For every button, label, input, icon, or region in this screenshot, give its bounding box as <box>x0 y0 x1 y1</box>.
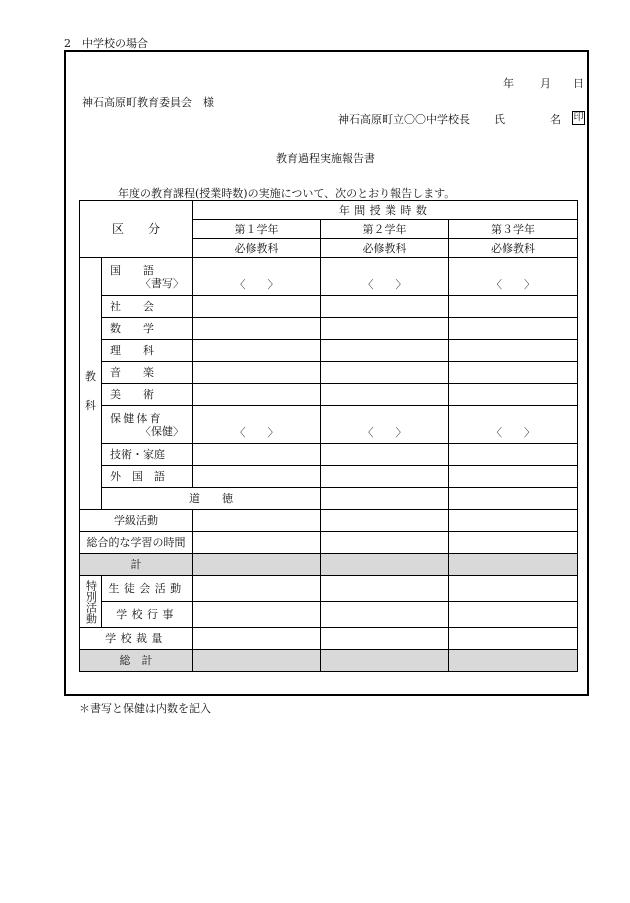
gakkyu-g3[interactable] <box>449 510 578 532</box>
name-label-mei: 名 <box>550 113 561 126</box>
hoken-g2[interactable]: 〈 〉 <box>321 406 449 444</box>
sugaku-g2[interactable] <box>321 318 449 340</box>
table-row-gakko-sairyo <box>80 628 578 650</box>
kokugo-g2[interactable]: 〈 〉 <box>321 258 449 296</box>
kei-g2[interactable] <box>321 554 449 576</box>
required-label-3: 必修教科 <box>449 239 578 258</box>
gakko-gyoji-g3[interactable] <box>449 602 578 628</box>
kyoka-label <box>80 258 102 510</box>
section-heading: 2 中学校の場合 <box>64 37 148 50</box>
gakkyu-g1[interactable] <box>193 510 321 532</box>
report-table <box>79 200 578 672</box>
gakko-gyoji-g2[interactable] <box>321 602 449 628</box>
recipient: 神石高原町教育委員会 様 <box>82 96 214 109</box>
document-title: 教育過程実施報告書 <box>276 152 375 165</box>
seito-label: 生徒会活動 <box>102 576 193 602</box>
required-label-2: 必修教科 <box>321 239 449 258</box>
table-row-kokugo <box>80 258 578 296</box>
gaikokugo-g2[interactable] <box>321 466 449 488</box>
seito-g1[interactable] <box>193 576 321 602</box>
kubun-header: 区 分 <box>80 201 193 258</box>
table-row-bijutsu <box>80 384 578 406</box>
subject-rika: 理 科 <box>102 340 193 362</box>
gijutsu-g1[interactable] <box>193 444 321 466</box>
rika-g2[interactable] <box>321 340 449 362</box>
subject-hoken-taiiku: 保健体育 〈保健〉 <box>102 406 193 444</box>
ongaku-g3[interactable] <box>449 362 578 384</box>
sogo-g1[interactable] <box>193 532 321 554</box>
table-row-shakai <box>80 296 578 318</box>
seito-g2[interactable] <box>321 576 449 602</box>
dotoku-g1[interactable] <box>321 488 449 510</box>
table-row-seito <box>80 576 578 602</box>
table-row-sugaku <box>80 318 578 340</box>
gakkyu-g2[interactable] <box>321 510 449 532</box>
gakko-sairyo-label: 学校裁量 <box>80 628 193 650</box>
gaikokugo-g3[interactable] <box>449 466 578 488</box>
gaikokugo-g1[interactable] <box>193 466 321 488</box>
shakai-g1[interactable] <box>193 296 321 318</box>
subject-shakai: 社 会 <box>102 296 193 318</box>
sogo-g3[interactable] <box>449 532 578 554</box>
table-row-sogo <box>80 532 578 554</box>
subject-kokugo: 国 語 〈書写〉 <box>102 258 193 296</box>
sogo-g2[interactable] <box>321 532 449 554</box>
date-year: 年 <box>503 77 514 90</box>
sokei-g3[interactable] <box>449 650 578 672</box>
name-label-shi: 氏 <box>494 113 505 126</box>
table-row-gaikokugo <box>80 466 578 488</box>
dotoku-g2[interactable] <box>449 488 578 510</box>
bijutsu-g1[interactable] <box>193 384 321 406</box>
date-month: 月 <box>540 77 551 90</box>
gakkyu-label: 学級活動 <box>80 510 193 532</box>
kokugo-g1[interactable]: 〈 〉 <box>193 258 321 296</box>
table-row-gakko-gyoji <box>80 602 578 628</box>
table-row-hoken-taiiku <box>80 406 578 444</box>
grade-1-header: 第１学年 <box>193 220 321 239</box>
ongaku-g1[interactable] <box>193 362 321 384</box>
seal-box <box>572 110 585 125</box>
sokei-g2[interactable] <box>321 650 449 672</box>
table-row-dotoku <box>80 488 578 510</box>
kyoka-char-1: 教 <box>85 369 96 383</box>
shakai-g3[interactable] <box>449 296 578 318</box>
gakko-sairyo-g1[interactable] <box>193 628 321 650</box>
ongaku-g2[interactable] <box>321 362 449 384</box>
seito-g3[interactable] <box>449 576 578 602</box>
subject-ongaku: 音 楽 <box>102 362 193 384</box>
kyoka-char-2: 科 <box>85 398 96 412</box>
hoken-g3[interactable]: 〈 〉 <box>449 406 578 444</box>
kei-label: 計 <box>80 554 193 576</box>
sokei-label: 総 計 <box>80 650 193 672</box>
table-row-gakkyu <box>80 510 578 532</box>
sogo-label: 総合的な学習の時間 <box>80 532 193 554</box>
rika-g3[interactable] <box>449 340 578 362</box>
subject-shosha: 〈書写〉 <box>140 276 185 290</box>
shakai-g2[interactable] <box>321 296 449 318</box>
sugaku-g1[interactable] <box>193 318 321 340</box>
sugaku-g3[interactable] <box>449 318 578 340</box>
intro-text: 年度の教育課程(授業時数)の実施について、次のとおり報告します。 <box>118 187 456 200</box>
sokei-g1[interactable] <box>193 650 321 672</box>
subject-hoken: 〈保健〉 <box>140 424 185 438</box>
seal-text: 印 <box>573 112 584 123</box>
table-row-ongaku <box>80 362 578 384</box>
annual-hours-header: 年間授業時数 <box>193 201 578 220</box>
gijutsu-g3[interactable] <box>449 444 578 466</box>
gakko-sairyo-g2[interactable] <box>321 628 449 650</box>
subject-gijutsu: 技術・家庭 <box>102 444 193 466</box>
bijutsu-g3[interactable] <box>449 384 578 406</box>
table-row-sokei <box>80 650 578 672</box>
kei-g1[interactable] <box>193 554 321 576</box>
kokugo-g3[interactable]: 〈 〉 <box>449 258 578 296</box>
dotoku-label: 道 徳 <box>102 488 321 510</box>
kei-g3[interactable] <box>449 554 578 576</box>
bijutsu-g2[interactable] <box>321 384 449 406</box>
gakko-gyoji-g1[interactable] <box>193 602 321 628</box>
table-row-rika <box>80 340 578 362</box>
table-row-gijutsu <box>80 444 578 466</box>
hoken-g1[interactable]: 〈 〉 <box>193 406 321 444</box>
rika-g1[interactable] <box>193 340 321 362</box>
grade-3-header: 第３学年 <box>449 220 578 239</box>
subject-gaikokugo: 外 国 語 <box>102 466 193 488</box>
subject-bijutsu: 美 術 <box>102 384 193 406</box>
subject-sugaku: 数 学 <box>102 318 193 340</box>
tokubetsu-label: 特別活動 <box>80 576 102 628</box>
footnote: ＊書写と保健は内数を記入 <box>79 702 211 715</box>
grade-2-header: 第２学年 <box>321 220 449 239</box>
sender-title: 神石高原町立〇〇中学校長 <box>338 113 470 126</box>
table-row-kei <box>80 554 578 576</box>
gijutsu-g2[interactable] <box>321 444 449 466</box>
gakko-gyoji-label: 学校行事 <box>102 602 193 628</box>
gakko-sairyo-g3[interactable] <box>449 628 578 650</box>
required-label-1: 必修教科 <box>193 239 321 258</box>
date-day: 日 <box>573 77 584 90</box>
